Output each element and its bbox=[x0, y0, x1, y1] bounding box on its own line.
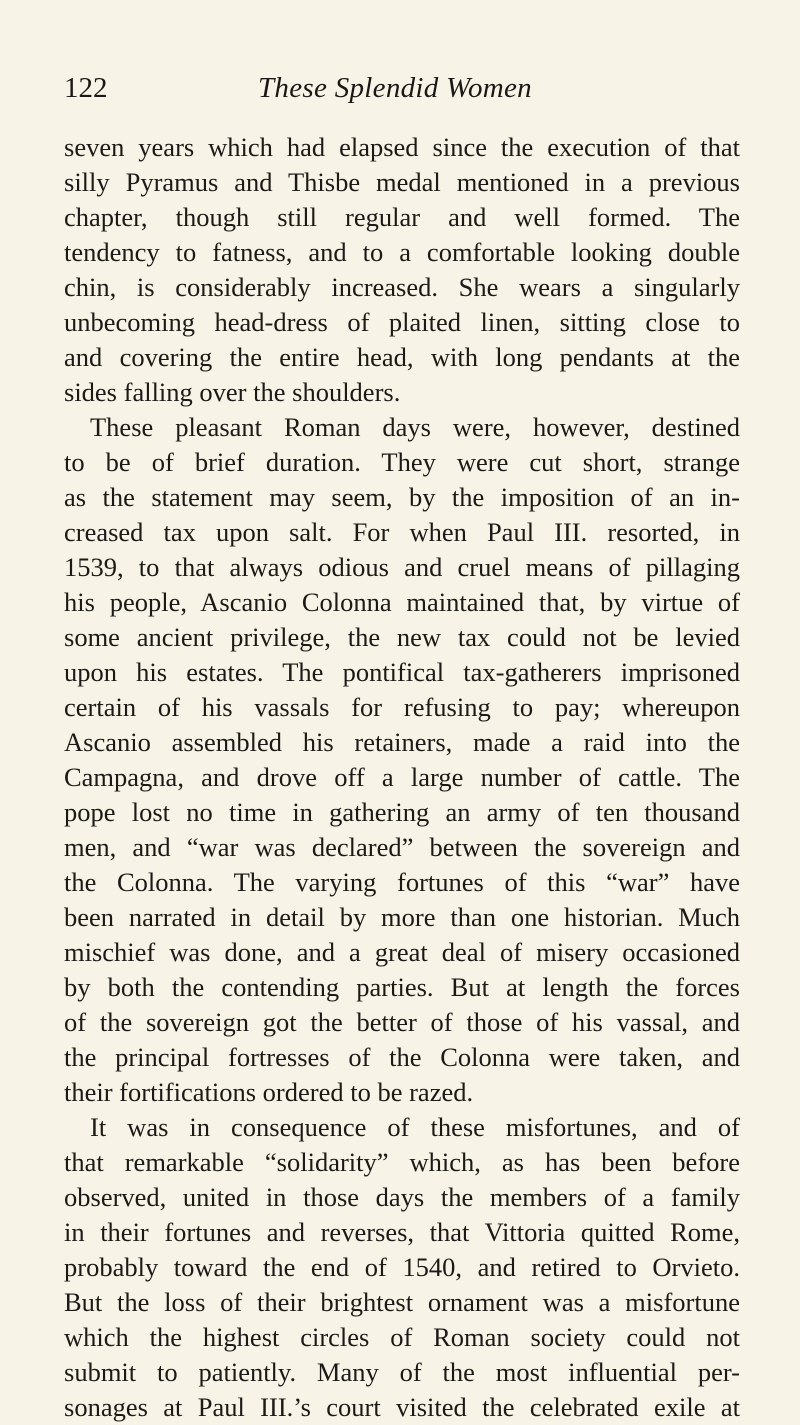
text-line: tendency to fatness, and to a comfortable looking double bbox=[64, 237, 740, 267]
text-line: his people, Ascanio Colonna maintained that, by virtue of bbox=[64, 587, 740, 617]
text-line: some ancient privilege, the new tax could not be levied bbox=[64, 622, 740, 652]
running-header bbox=[64, 66, 740, 110]
text-line: mischief was done, and a great deal of misery occasioned bbox=[64, 937, 740, 967]
text-line: 1539, to that always odious and cruel means of pillaging bbox=[64, 552, 740, 582]
paragraph-start-line: It was in consequence of these misfortunes, and of bbox=[90, 1112, 740, 1142]
text-line: unbecoming head-dress of plaited linen, sitting close to bbox=[64, 307, 740, 337]
text-line: upon his estates. The pontifical tax-gatherers imprisoned bbox=[64, 657, 740, 687]
text-line: the Colonna. The varying fortunes of this “war” have bbox=[64, 867, 740, 897]
text-line: seven years which had elapsed since the execution of that bbox=[64, 132, 740, 162]
text-line: of the sovereign got the better of those of his vassal, and bbox=[64, 1007, 740, 1037]
text-line: in their fortunes and reverses, that Vittoria quitted Rome, bbox=[64, 1217, 740, 1247]
text-line: and covering the entire head, with long pendants at the bbox=[64, 342, 740, 372]
text-line: by both the contending parties. But at length the forces bbox=[64, 972, 740, 1002]
text-line: creased tax upon salt. For when Paul III. resorted, in bbox=[64, 517, 740, 547]
paragraph-start-line: These pleasant Roman days were, however, destined bbox=[90, 412, 740, 442]
paragraph-end-line: their fortifications ordered to be razed. bbox=[64, 1077, 474, 1107]
text-line: chin, is considerably increased. She wears a singularly bbox=[64, 272, 740, 302]
text-line: that remarkable “solidarity” which, as has been before bbox=[64, 1147, 740, 1177]
text-line: pope lost no time in gathering an army of ten thousand bbox=[64, 797, 740, 827]
text-line: observed, united in those days the members of a family bbox=[64, 1182, 740, 1212]
running-title: These Splendid Women bbox=[258, 72, 532, 104]
text-line: certain of his vassals for refusing to pay; whereupon bbox=[64, 692, 740, 722]
page-number: 122 bbox=[64, 72, 108, 104]
text-line: to be of brief duration. They were cut short, strange bbox=[64, 447, 740, 477]
text-line: been narrated in detail by more than one historian. Much bbox=[64, 902, 740, 932]
text-line: probably toward the end of 1540, and retired to Orvieto. bbox=[64, 1252, 740, 1282]
text-line: men, and “war was declared” between the sovereign and bbox=[64, 832, 740, 862]
text-line: the principal fortresses of the Colonna were taken, and bbox=[64, 1042, 740, 1072]
text-line: sonages at Paul III.’s court visited the celebrated exile at bbox=[64, 1392, 740, 1422]
text-line: submit to patiently. Many of the most influential per- bbox=[64, 1357, 740, 1387]
text-line: But the loss of their brightest ornament was a misfortune bbox=[64, 1287, 740, 1317]
text-line: which the highest circles of Roman society could not bbox=[64, 1322, 740, 1352]
text-line: chapter, though still regular and well formed. The bbox=[64, 202, 740, 232]
paragraph-end-line: sides falling over the shoulders. bbox=[64, 377, 401, 407]
text-line: Ascanio assembled his retainers, made a raid into the bbox=[64, 727, 740, 757]
body-text bbox=[64, 130, 740, 1425]
text-line: Campagna, and drove off a large number of cattle. The bbox=[64, 762, 740, 792]
book-page bbox=[64, 66, 740, 1425]
text-line: silly Pyramus and Thisbe medal mentioned in a previous bbox=[64, 167, 740, 197]
text-line: as the statement may seem, by the imposition of an in- bbox=[64, 482, 740, 512]
